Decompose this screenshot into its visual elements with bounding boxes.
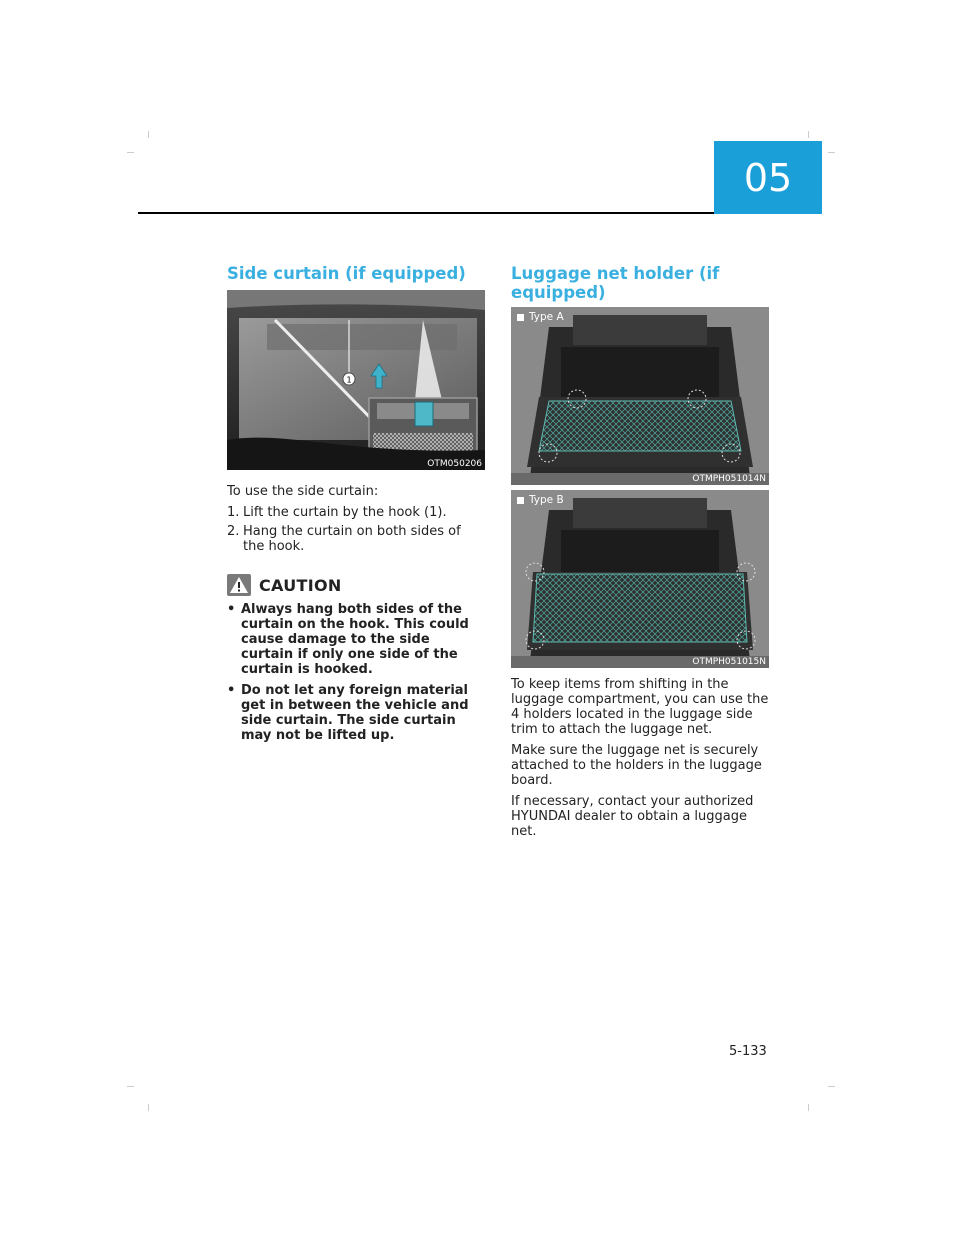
chapter-rule [138,212,715,214]
chapter-number: 05 [743,155,793,200]
type-label-text: Type B [529,494,564,506]
caution-text: Always hang both sides of the curtain on the hook. This could cause damage to the side curtain if only one side of the curtain is hooked. [241,602,469,677]
left-column [227,264,485,749]
caution-header [227,574,485,596]
crop-mark [828,152,835,153]
page-number: 5-133 [729,1044,767,1059]
steps-list [227,505,485,554]
luggage-net-type-b-illustration [511,490,769,668]
caution-title: CAUTION [259,575,342,595]
luggage-type-b-photo [511,490,769,668]
body-paragraph: To keep items from shifting in the luggage compartment, you can use the 4 holders located in the luggage side trim to attach the luggage net. [511,677,769,737]
square-bullet-icon [517,314,524,321]
image-code: OTM050206 [427,459,482,469]
crop-mark [127,152,134,153]
type-label [517,311,564,323]
square-bullet-icon [517,497,524,504]
caution-list [227,602,485,743]
type-label-text: Type A [529,311,564,323]
warning-icon [227,574,251,596]
step-text: Hang the curtain on both sides of the hook. [243,524,461,554]
side-curtain-photo [227,290,485,470]
intro-text: To use the side curtain: [227,484,379,499]
step-number: 2. [227,524,240,539]
list-item: • Do not let any foreign material get in between the vehicle and side curtain. The side curtain may not be lifted up. [227,683,485,743]
body-paragraph: Make sure the luggage net is securely attached to the holders in the luggage board. [511,743,762,788]
crop-mark [828,1086,835,1087]
section-heading-luggage-net: Luggage net holder (if equipped) [511,264,720,302]
image-code: OTMPH051014N [692,474,766,484]
callout-number: 1 [346,375,352,385]
caution-text: Do not let any foreign material get in between the vehicle and side curtain. The side curtain may not be lifted up. [241,683,469,743]
image-code: OTMPH051015N [692,657,766,667]
luggage-net-type-a-illustration [511,307,769,485]
crop-mark [148,1104,149,1111]
chapter-tab [714,141,822,214]
crop-mark [148,131,149,138]
section-heading-side-curtain: Side curtain (if equipped) [227,264,466,283]
step-number: 1. [227,505,240,520]
list-item [227,505,485,520]
crop-mark [808,1104,809,1111]
list-item: • Always hang both sides of the curtain on the hook. This could cause damage to the side curtain if only one side of the curtain is hooked. [227,602,485,677]
type-label [517,494,564,506]
luggage-type-a-photo [511,307,769,485]
body-paragraph: If necessary, contact your authorized HYUNDAI dealer to obtain a luggage net. [511,794,754,839]
right-column [511,264,769,845]
step-text: Lift the curtain by the hook (1). [243,505,447,520]
list-item [227,524,485,554]
side-curtain-illustration [227,290,485,470]
crop-mark [808,131,809,138]
crop-mark [127,1086,134,1087]
